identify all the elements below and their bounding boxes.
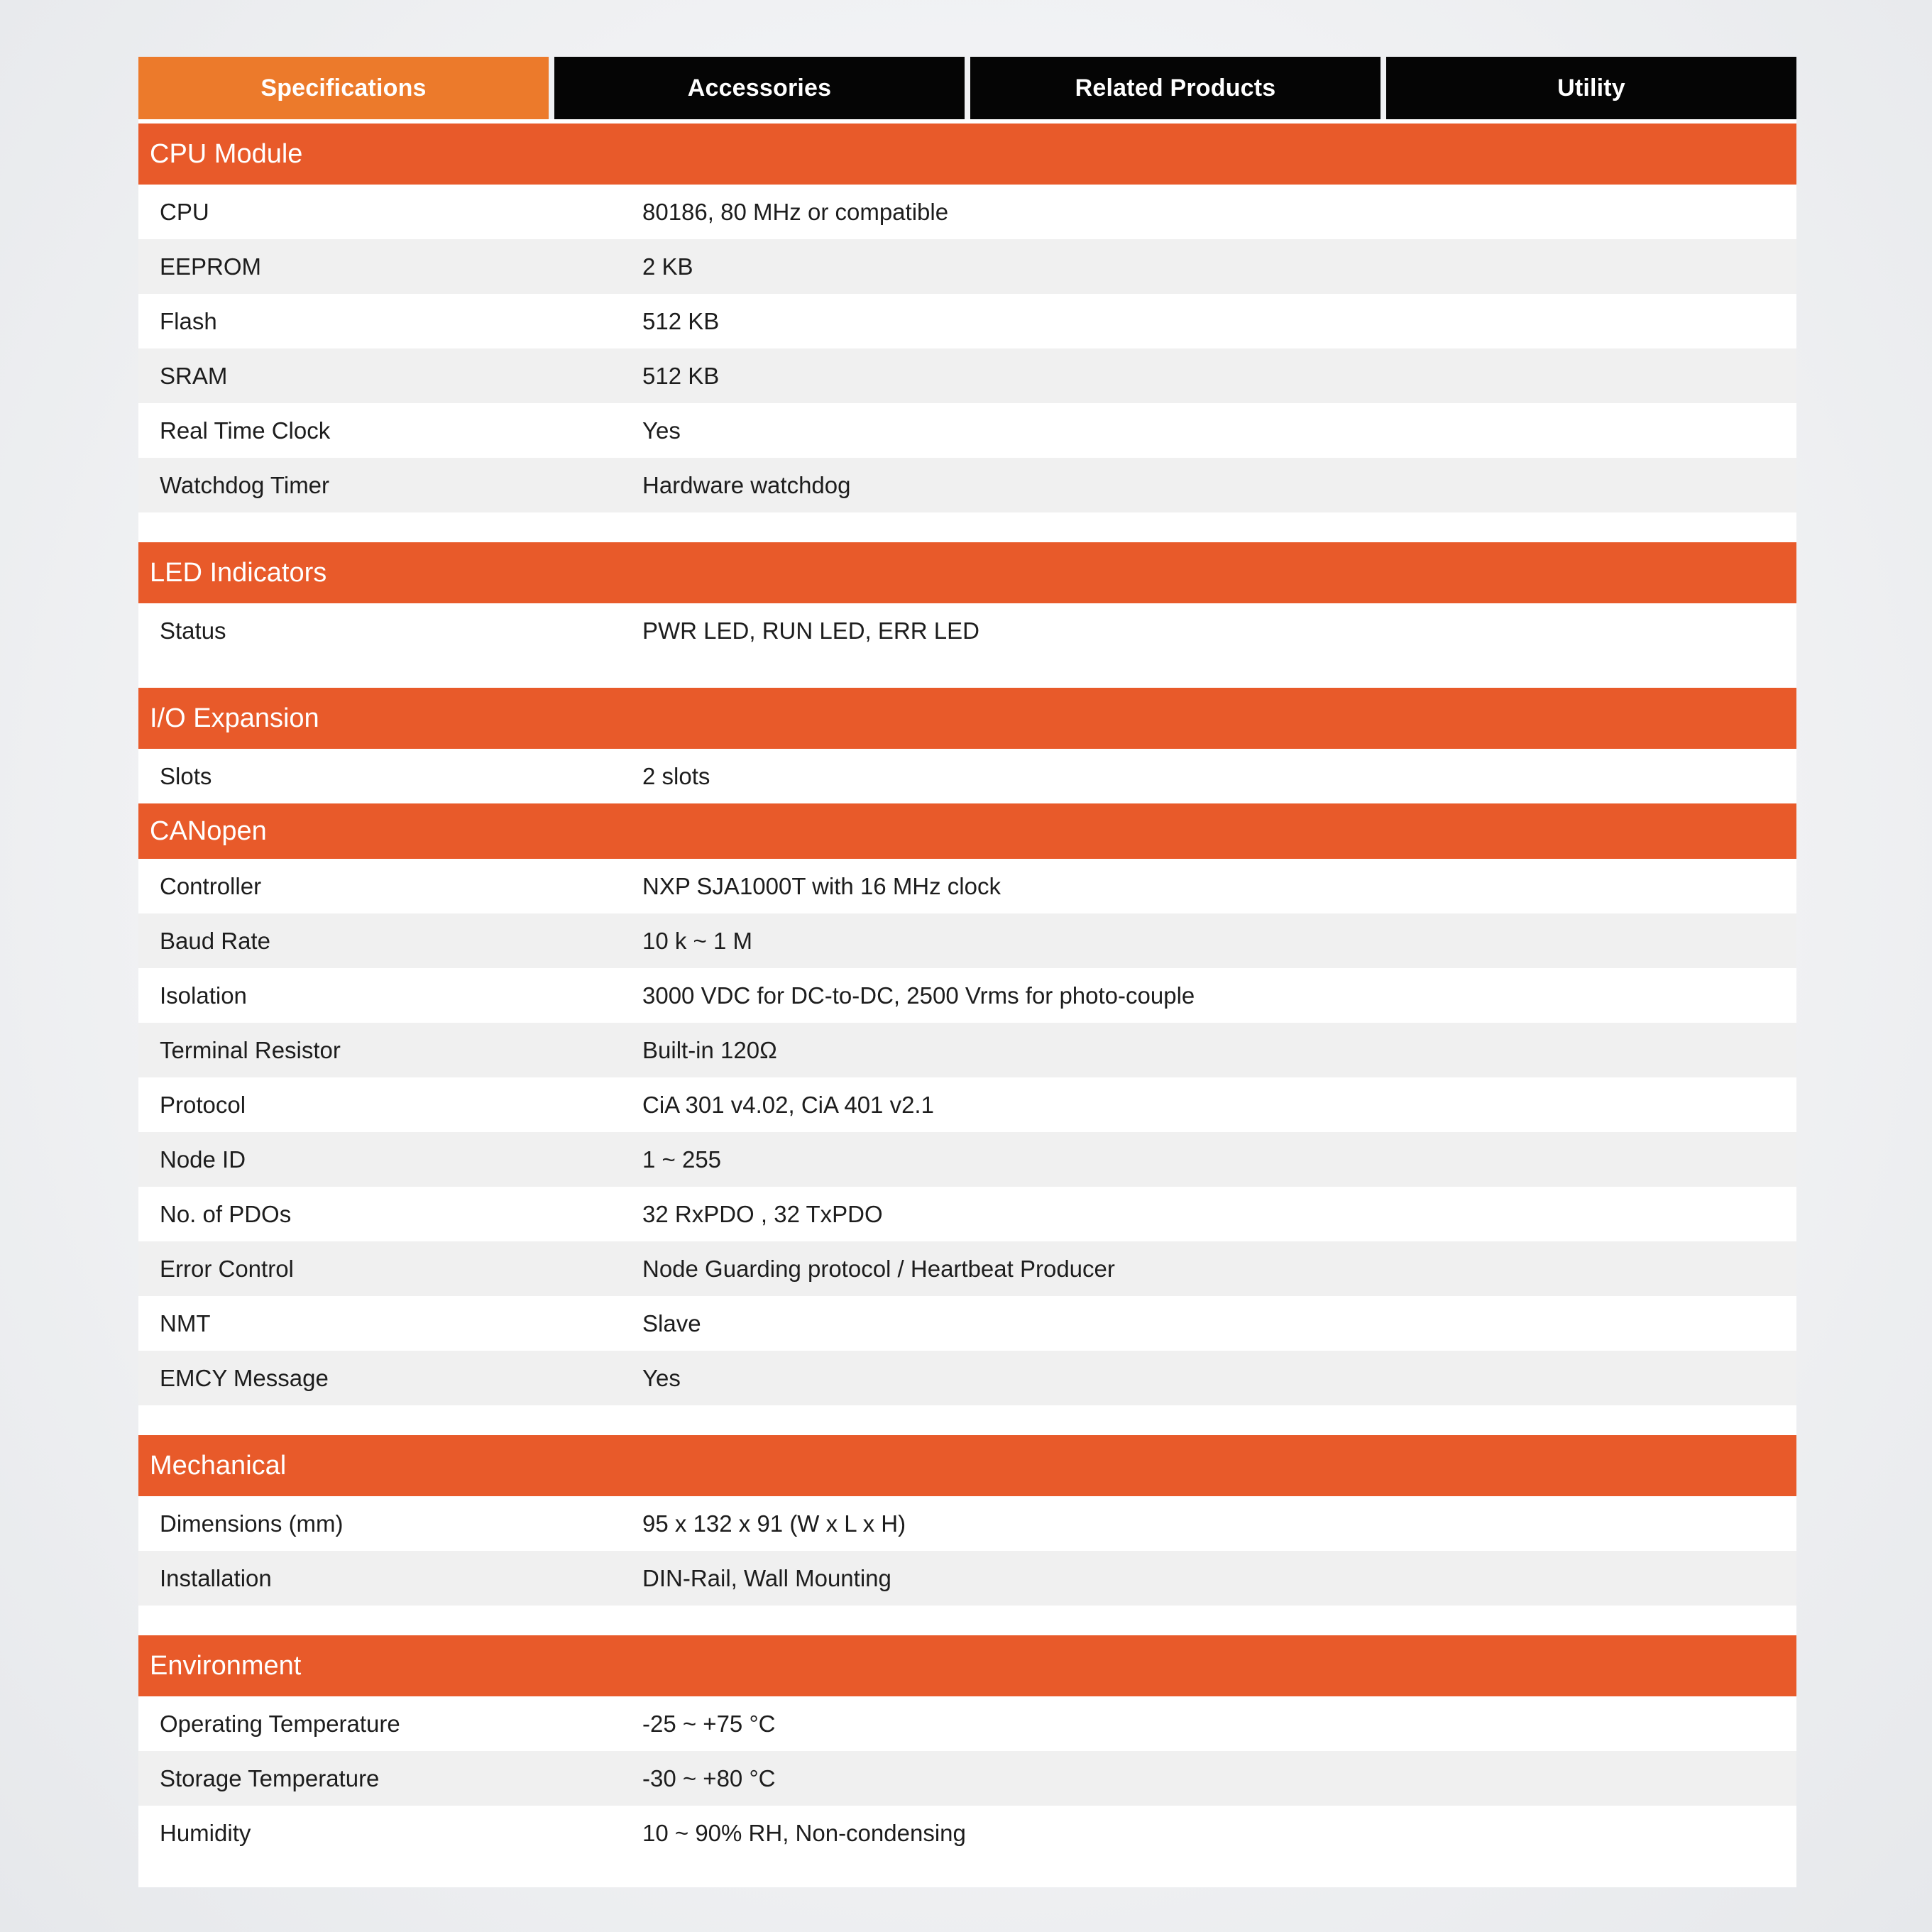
spec-label: SRAM — [160, 362, 228, 389]
spec-table — [138, 124, 1796, 1887]
section-canopen — [138, 803, 1796, 1435]
section-spacer — [138, 1606, 1796, 1635]
spec-row — [138, 603, 1796, 658]
tab-specifications[interactable]: Specifications — [138, 57, 549, 119]
spec-label: Isolation — [160, 982, 247, 1009]
spec-value: 3000 VDC for DC-to-DC, 2500 Vrms for photo-couple — [642, 982, 1195, 1009]
spec-value: 80186, 80 MHz or compatible — [642, 198, 949, 225]
spec-row — [138, 1023, 1796, 1077]
tab-related-products[interactable]: Related Products — [970, 57, 1381, 119]
spec-value: 10 ~ 90% RH, Non-condensing — [642, 1819, 966, 1846]
spec-row — [138, 185, 1796, 239]
spec-row — [138, 1696, 1796, 1751]
section-cpu-module — [138, 124, 1796, 542]
spec-label: No. of PDOs — [160, 1200, 292, 1227]
tab-accessories[interactable]: Accessories — [554, 57, 965, 119]
spec-value: 512 KB — [642, 307, 720, 334]
section-spacer — [138, 512, 1796, 542]
spec-label: Flash — [160, 307, 217, 334]
table-footer-spacer — [138, 1860, 1796, 1887]
spec-label: Operating Temperature — [160, 1710, 400, 1737]
spec-label: EEPROM — [160, 253, 262, 280]
section-header: I/O Expansion — [138, 688, 1796, 749]
spec-row — [138, 1751, 1796, 1806]
spec-row — [138, 1351, 1796, 1405]
spec-row — [138, 403, 1796, 458]
spec-label: Terminal Resistor — [160, 1036, 341, 1063]
spec-value: CiA 301 v4.02, CiA 401 v2.1 — [642, 1091, 934, 1118]
spec-value: Yes — [642, 417, 681, 444]
spec-label: Slots — [160, 762, 212, 789]
section-spacer — [138, 1405, 1796, 1435]
tab-bar — [138, 57, 1796, 119]
spec-row — [138, 913, 1796, 968]
spec-row — [138, 1806, 1796, 1860]
spec-label: CPU — [160, 198, 209, 225]
section-header: CPU Module — [138, 124, 1796, 185]
section-mechanical — [138, 1435, 1796, 1635]
spec-row — [138, 859, 1796, 913]
spec-row — [138, 1296, 1796, 1351]
spec-value: 32 RxPDO , 32 TxPDO — [642, 1200, 883, 1227]
spec-label: Real Time Clock — [160, 417, 331, 444]
spec-row — [138, 749, 1796, 803]
spec-value: -30 ~ +80 °C — [642, 1764, 776, 1791]
spec-row — [138, 1496, 1796, 1551]
spec-row — [138, 239, 1796, 294]
spec-label: Watchdog Timer — [160, 471, 330, 498]
spec-label: Humidity — [160, 1819, 251, 1846]
spec-value: Built-in 120Ω — [642, 1036, 777, 1063]
spec-row — [138, 1132, 1796, 1187]
spec-row — [138, 1187, 1796, 1241]
section-environment — [138, 1635, 1796, 1887]
section-header: LED Indicators — [138, 542, 1796, 603]
spec-label: Storage Temperature — [160, 1764, 380, 1791]
spec-label: Protocol — [160, 1091, 246, 1118]
spec-value: Hardware watchdog — [642, 471, 851, 498]
spec-value: 512 KB — [642, 362, 720, 389]
spec-label: Dimensions (mm) — [160, 1510, 344, 1537]
section-header: Environment — [138, 1635, 1796, 1696]
spec-value: 1 ~ 255 — [642, 1146, 722, 1173]
spec-row — [138, 1551, 1796, 1606]
spec-value: DIN-Rail, Wall Mounting — [642, 1564, 891, 1591]
spec-value: -25 ~ +75 °C — [642, 1710, 776, 1737]
spec-value: Yes — [642, 1364, 681, 1391]
section-header: Mechanical — [138, 1435, 1796, 1496]
spec-value: Slave — [642, 1310, 701, 1337]
spec-value: PWR LED, RUN LED, ERR LED — [642, 617, 979, 644]
spec-label: Node ID — [160, 1146, 246, 1173]
spec-row — [138, 348, 1796, 403]
spec-row — [138, 968, 1796, 1023]
spec-row — [138, 458, 1796, 512]
spec-value: 2 KB — [642, 253, 693, 280]
spec-label: NMT — [160, 1310, 211, 1337]
section-io-expansion — [138, 688, 1796, 803]
spec-value: NXP SJA1000T with 16 MHz clock — [642, 872, 1001, 899]
spec-row — [138, 1077, 1796, 1132]
section-header: CANopen — [138, 803, 1796, 859]
spec-page — [138, 57, 1796, 1887]
section-led-indicators — [138, 542, 1796, 688]
spec-value: 2 slots — [642, 762, 710, 789]
spec-value: Node Guarding protocol / Heartbeat Producer — [642, 1255, 1115, 1282]
tab-utility[interactable]: Utility — [1386, 57, 1796, 119]
spec-value: 95 x 132 x 91 (W x L x H) — [642, 1510, 906, 1537]
spec-label: Baud Rate — [160, 927, 270, 954]
spec-label: EMCY Message — [160, 1364, 329, 1391]
spec-row — [138, 1241, 1796, 1296]
spec-label: Installation — [160, 1564, 272, 1591]
spec-row — [138, 294, 1796, 348]
spec-value: 10 k ~ 1 M — [642, 927, 752, 954]
spec-label: Status — [160, 617, 226, 644]
spec-label: Error Control — [160, 1255, 294, 1282]
section-spacer — [138, 658, 1796, 688]
spec-label: Controller — [160, 872, 262, 899]
